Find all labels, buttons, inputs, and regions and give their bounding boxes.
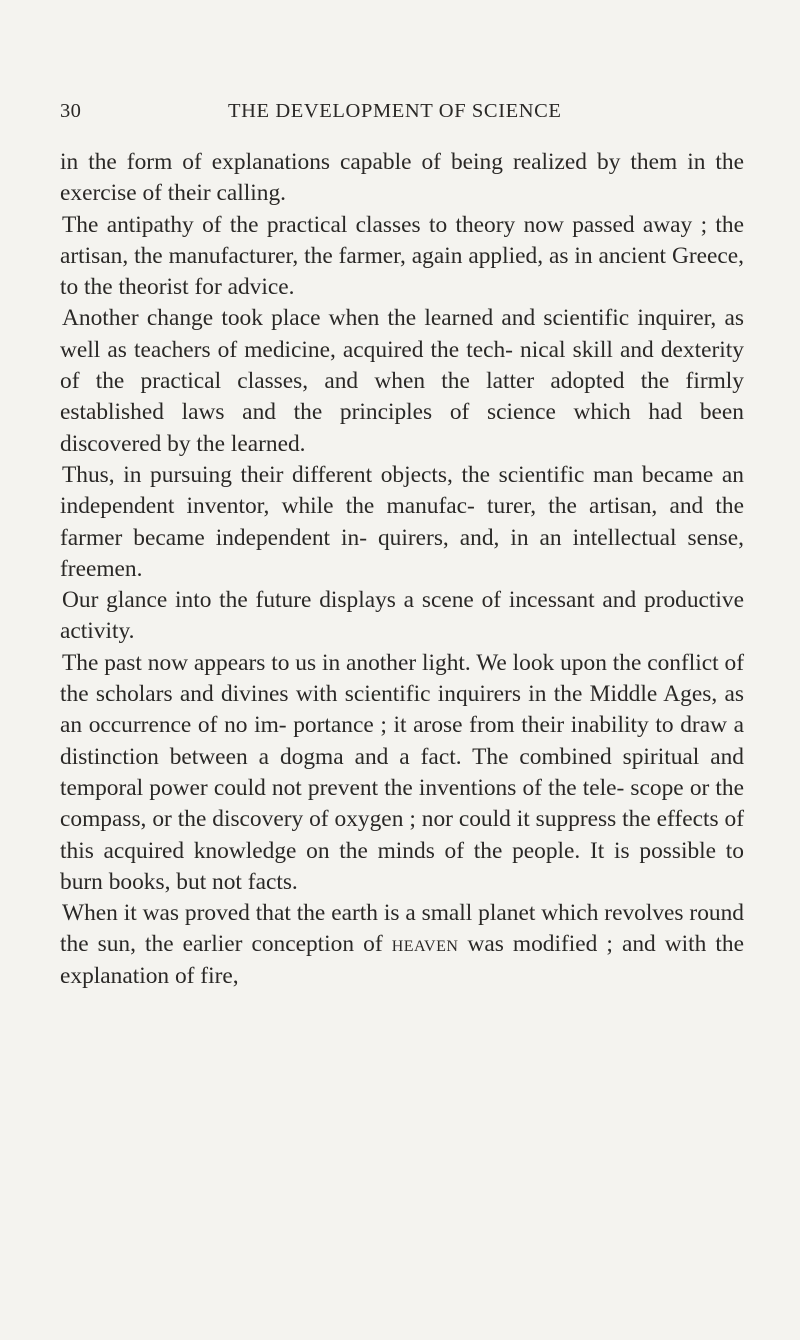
paragraph-7-after: was modified ; and with the explanation of fire, <box>60 931 745 989</box>
running-title: THE DEVELOPMENT OF SCIENCE <box>228 100 562 122</box>
paragraph-7 <box>60 898 744 992</box>
paragraph-5: Our glance into the future displays a scene of incessant and productive activity. <box>60 587 744 645</box>
paragraph-2: The antipathy of the practical classes to theory now passed away ; the artisan, the manufacturer, the farmer, again applied, as in ancient Greece, to the theorist for advice. <box>60 211 744 301</box>
paragraph-7-before: When it was proved that the earth is a small planet which revolves round the sun, the earlier conception of <box>60 900 744 958</box>
heaven-smallcaps: heaven <box>391 931 459 958</box>
paragraph-1: in the form of explanations capable of being realized by them in the exercise of their calling. <box>60 149 744 207</box>
paragraph-3: Another change took place when the learned and scientific inquirer, as well as teachers of medicine, acquired the tech- nical skill and dexterity of the practical classes, and when the latter adopted the firmly established laws and the principles of science which had been discovered by the learned. <box>60 305 744 457</box>
page-number: 30 <box>60 100 82 122</box>
running-head <box>60 100 744 130</box>
paragraph-4: Thus, in pursuing their different objects, the scientific man became an independent inventor, while the manufac- turer, the artisan, and the farmer became independent in- quirers, and, in an intellectual sense, freemen. <box>60 461 744 582</box>
paragraph-6: The past now appears to us in another light. We look upon the conflict of the scholars and divines with scientific inquirers in the Middle Ages, as an occurrence of no im- portance ; it arose from their inability to draw a distinction between a dogma and a fact. The combined spiritual and temporal power could not prevent the inventions of the tele- scope or the compass, or the discovery of oxygen ; nor could it suppress the effects of this acquired knowledge on the minds of the people. It is possible to burn books, but not facts. <box>60 649 744 895</box>
body-text <box>60 147 744 992</box>
